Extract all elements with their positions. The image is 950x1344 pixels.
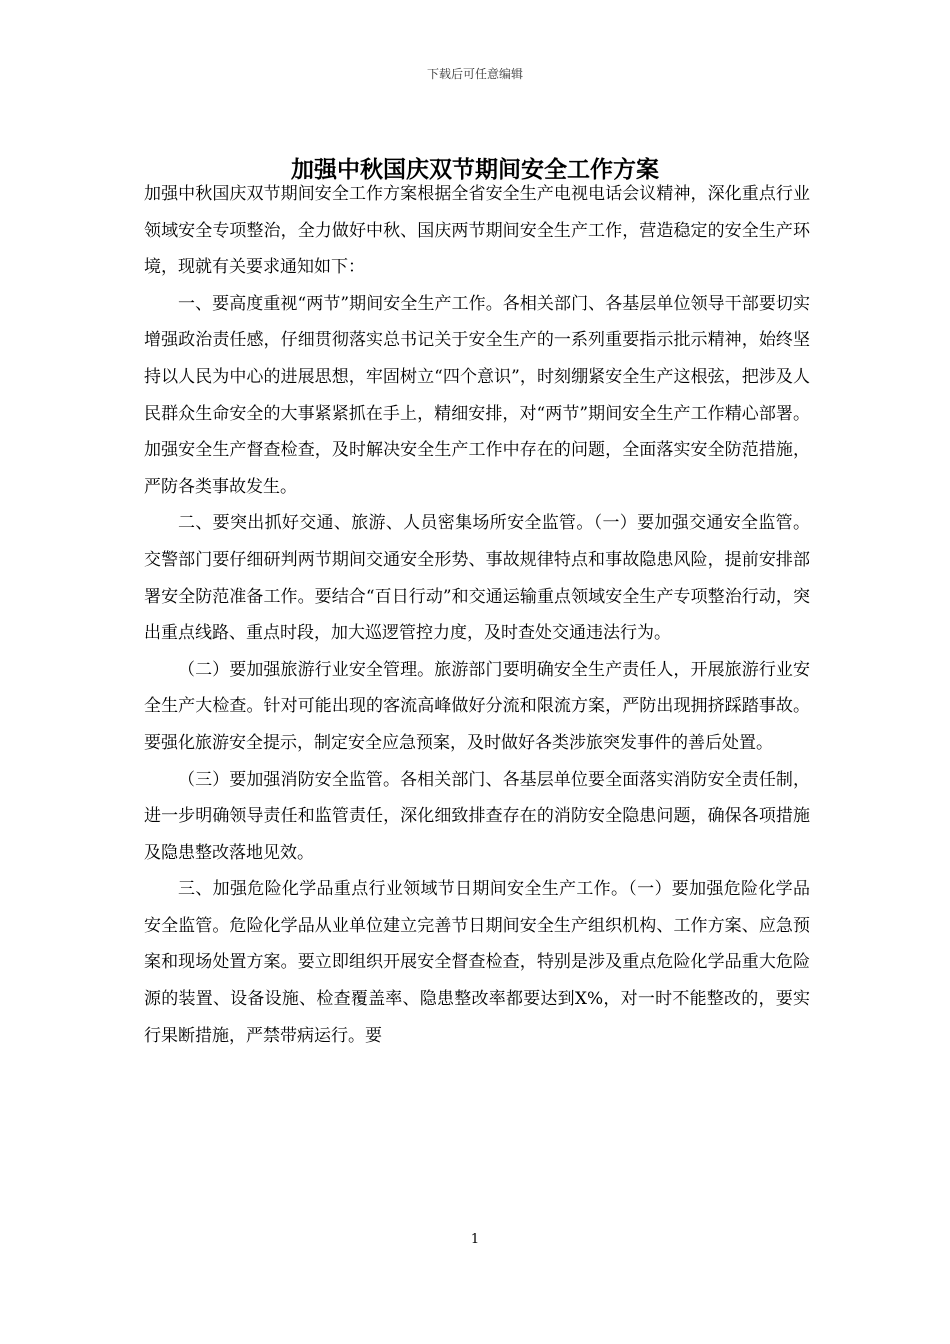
paragraph-section-3: 三、加强危险化学品重点行业领域节日期间安全生产工作。（一）要加强危险化学品安全监管。危险化学品从业单位建立完善节日期间安全生产组织机构、工作方案、应急预案和现场处置方案。要立即组织开展安全督查检查，特别是涉及重点危险化学品重大危险源的装置、设备设施、检查覆盖率、隐患整改率都要达到X%，对一时不能整改的，要实行果断措施，严禁带病运行。要: [144, 879, 810, 1046]
document-body: [144, 176, 810, 1054]
document-title: 加强中秋国庆双节期间安全工作方案: [291, 156, 659, 183]
paragraph-section-1: 一、要高度重视“两节”期间安全生产工作。各相关部门、各基层单位领导干部要切实增强政治责任感，仔细贯彻落实总书记关于安全生产的一系列重要指示批示精神，始终坚持以人民为中心的进展思想，牢固树立“四个意识”，时刻绷紧安全生产这根弦，把涉及人民群众生命安全的大事紧紧抓在手上，精细安排，对“两节”期间安全生产工作精心部署。加强安全生产督查检查，及时解决安全生产工作中存在的问题，全面落实安全防范措施，严防各类事故发生。: [144, 293, 810, 497]
paragraph-section-2: 二、要突出抓好交通、旅游、人员密集场所安全监管。（一）要加强交通安全监管。交警部门要仔细研判两节期间交通安全形势、事故规律特点和事故隐患风险，提前安排部署安全防范准备工作。要结合“百日行动”和交通运输重点领域安全生产专项整治行动，突出重点线路、重点时段，加大巡逻管控力度，及时查处交通违法行为。: [144, 513, 810, 644]
page-number: 1: [470, 1232, 480, 1247]
paragraph-section-2-tourism: （二）要加强旅游行业安全管理。旅游部门要明确安全生产责任人，开展旅游行业安全生产大检查。针对可能出现的客流高峰做好分流和限流方案，严防出现拥挤踩踏事故。要强化旅游安全提示，制定安全应急预案，及时做好各类涉旅突发事件的善后处置。: [144, 659, 810, 753]
paragraph-section-2-fire: （三）要加强消防安全监管。各相关部门、各基层单位要全面落实消防安全责任制，进一步明确领导责任和监管责任，深化细致排查存在的消防安全隐患问题，确保各项措施及隐患整改落地见效。: [144, 769, 810, 863]
paragraph-intro: 加强中秋国庆双节期间安全工作方案根据全省安全生产电视电话会议精神，深化重点行业领域安全专项整治，全力做好中秋、国庆两节期间安全生产工作，营造稳定的安全生产环境，现就有关要求通知如下：: [144, 184, 810, 278]
header-note: 下载后可任意编辑: [426, 67, 523, 81]
